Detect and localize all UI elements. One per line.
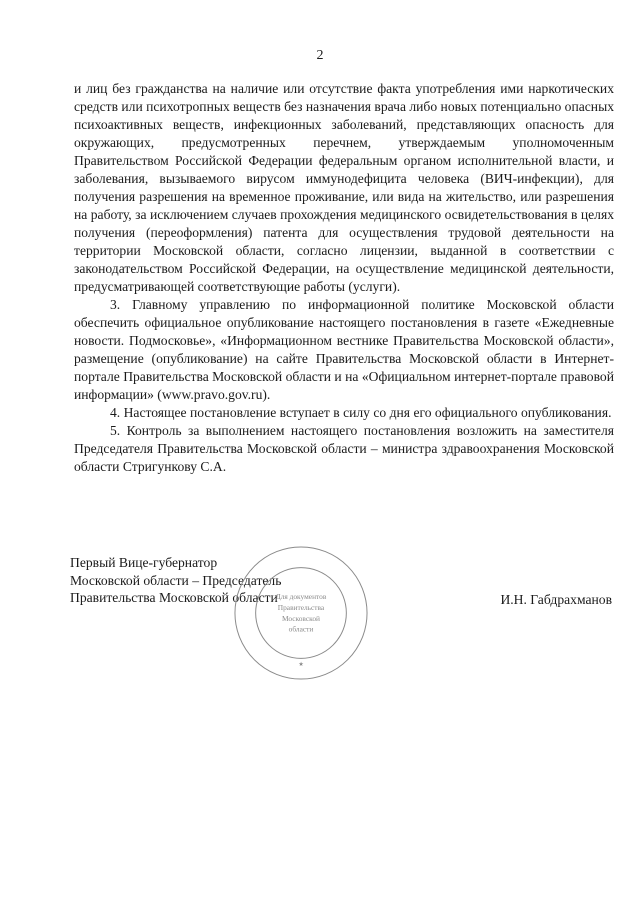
seal-star: ★ — [298, 662, 304, 669]
seal-inner-text — [276, 592, 327, 634]
document-body — [74, 80, 614, 476]
paragraph-item-5: 5. Контроль за выполнением настоящего постановления возложить на заместителя Председателя Правительства Московской области – министра здравоохранения Московской области Стригункову С.А. — [74, 423, 614, 474]
svg-text:Московской: Московской — [282, 613, 320, 623]
svg-text:области: области — [288, 624, 314, 634]
paragraph-item-3: 3. Главному управлению по информационной политике Московской области обеспечить официальное опубликование настоящего постановления в газете «Ежедневные новости. Подмосковье», «Информационном вестнике Правительства Московской области», размещение (опубликование) на сайте Правительства Московской области в Интернет-портале Правительства Московской области и на «Официальном интернет-портале правовой информации» (www.pravo.gov.ru). — [74, 297, 614, 402]
svg-text:Для документов: Для документов — [275, 592, 327, 602]
svg-text:Правительства: Правительства — [277, 603, 325, 613]
signatory-title-line-2: Московской области – Председатель — [70, 572, 282, 588]
paragraph-continuation: и лиц без гражданства на наличие или отсутствие факта употребления ими наркотических средств или психотропных веществ без назначения врача либо новых потенциально опасных психоактивных веществ, инфекционных заболеваний, представляющих опасность для окружающих, предусмотренных перечнем, утверждаемым уполномоченным Правительством Российской Федерации федеральным органом исполнительной власти, и заболевания, вызываемого вирусом иммунодефицита человека (ВИЧ-инфекции), для получения разрешения на временное проживание, или вида на жительство, или разрешения на работу, за исключением случаев прохождения медицинского освидетельствования в целях получения (переоформления) патента для осуществления трудовой деятельности на территории Московской области, согласно лицензии, выданной в соответствии с законодательством Российской Федерации, на осуществление медицинской деятельности, предусматривающей соответствующие работы (услуги). — [74, 81, 615, 294]
page-number: 2 — [316, 48, 324, 63]
official-seal — [232, 544, 370, 682]
signatory-title-line-1: Первый Вице-губернатор — [70, 555, 218, 570]
signatory-name: И.Н. Габдрахманов — [500, 592, 612, 607]
signatory-title-line-3: Правительства Московской области — [70, 590, 278, 605]
paragraph-item-4: 4. Настоящее постановление вступает в силу со дня его официального опубликования. — [110, 405, 612, 420]
